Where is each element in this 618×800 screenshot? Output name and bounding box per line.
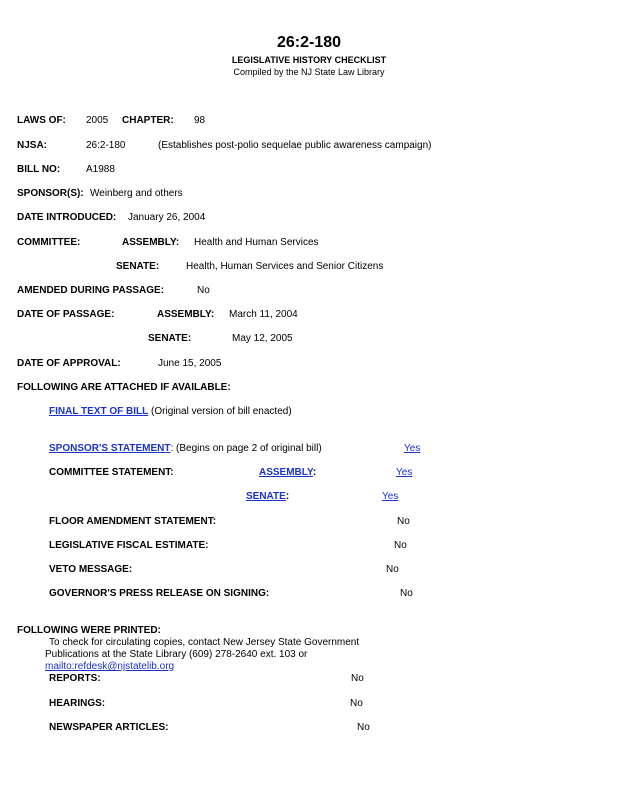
compiled-by: Compiled by the NJ State Law Library [233, 67, 385, 77]
committee-assembly-value: Health and Human Services [194, 237, 319, 248]
approval-value: June 15, 2005 [158, 358, 222, 369]
passage-assembly-value: March 11, 2004 [229, 309, 298, 320]
page-title: 26:2-180 [276, 34, 342, 51]
reports-value: No [351, 673, 364, 684]
sponsor-statement-row [49, 443, 322, 455]
passage-assembly-label: ASSEMBLY: [157, 309, 215, 320]
bill-no-label: BILL NO: [17, 164, 61, 175]
amended-value: No [197, 285, 210, 296]
sponsor-statement-note: : (Begins on page 2 of original bill) [170, 443, 322, 454]
press-release-value: No [400, 588, 413, 599]
printed-heading: FOLLOWING WERE PRINTED: [17, 625, 161, 636]
final-text-note: (Original version of bill enacted) [148, 406, 292, 417]
reports-label: REPORTS: [49, 673, 101, 684]
veto-message-value: No [386, 564, 399, 575]
newspaper-articles-value: No [357, 722, 370, 733]
refdesk-email-link[interactable]: mailto:refdesk@njstatelib.org [45, 661, 175, 672]
floor-amendment-value: No [397, 516, 410, 527]
sponsors-value: Weinberg and others [90, 188, 183, 199]
committee-statement-senate-yes-link[interactable]: Yes [382, 491, 399, 502]
printed-note-line-2: Publications at the State Library (609) 278-2640 ext. 103 or [45, 649, 308, 660]
laws-of-label: LAWS OF: [17, 115, 66, 126]
committee-statement-assembly-yes-link[interactable]: Yes [396, 467, 413, 478]
final-text-row [49, 406, 292, 418]
amended-label: AMENDED DURING PASSAGE: [17, 285, 165, 296]
bill-no-value: A1988 [86, 164, 115, 175]
veto-message-label: VETO MESSAGE: [49, 564, 133, 575]
page-subtitle: LEGISLATIVE HISTORY CHECKLIST [231, 55, 387, 65]
floor-amendment-label: FLOOR AMENDMENT STATEMENT: [49, 516, 217, 527]
printed-note-line-1: To check for circulating copies, contact New Jersey State Government [49, 637, 360, 648]
newspaper-articles-label: NEWSPAPER ARTICLES: [49, 722, 169, 733]
njsa-description: (Establishes post-polio sequelae public awareness campaign) [158, 140, 432, 151]
sponsors-label: SPONSOR(S): [17, 188, 84, 199]
attached-heading: FOLLOWING ARE ATTACHED IF AVAILABLE: [17, 382, 231, 393]
laws-of-value: 2005 [86, 115, 109, 126]
committee-statement-assembly-colon: : [312, 467, 317, 478]
fiscal-estimate-value: No [394, 540, 407, 551]
date-introduced-value: January 26, 2004 [128, 212, 206, 223]
sponsor-statement-link[interactable]: SPONSOR'S STATEMENT [49, 443, 171, 454]
hearings-label: HEARINGS: [49, 698, 106, 709]
committee-statement-assembly [259, 467, 316, 479]
committee-senate-value: Health, Human Services and Senior Citizens [186, 261, 384, 272]
fiscal-estimate-label: LEGISLATIVE FISCAL ESTIMATE: [49, 540, 209, 551]
committee-statement-senate [246, 491, 289, 503]
njsa-value: 26:2-180 [86, 140, 126, 151]
passage-senate-label: SENATE: [148, 333, 192, 344]
committee-senate-label: SENATE: [116, 261, 160, 272]
njsa-label: NJSA: [17, 140, 48, 151]
committee-statement-senate-colon: : [285, 491, 290, 502]
sponsor-statement-yes-link[interactable]: Yes [404, 443, 421, 454]
chapter-value: 98 [194, 115, 206, 126]
hearings-value: No [350, 698, 363, 709]
chapter-label: CHAPTER: [122, 115, 174, 126]
committee-statement-assembly-link[interactable]: ASSEMBLY [259, 467, 313, 478]
press-release-label: GOVERNOR'S PRESS RELEASE ON SIGNING: [49, 588, 270, 599]
committee-label: COMMITTEE: [17, 237, 81, 248]
committee-assembly-label: ASSEMBLY: [122, 237, 180, 248]
committee-statement-label: COMMITTEE STATEMENT: [49, 467, 174, 478]
date-introduced-label: DATE INTRODUCED: [17, 212, 117, 223]
passage-label: DATE OF PASSAGE: [17, 309, 115, 320]
final-text-link[interactable]: FINAL TEXT OF BILL [49, 406, 149, 417]
passage-senate-value: May 12, 2005 [232, 333, 293, 344]
approval-label: DATE OF APPROVAL: [17, 358, 121, 369]
committee-statement-senate-link[interactable]: SENATE [246, 491, 286, 502]
